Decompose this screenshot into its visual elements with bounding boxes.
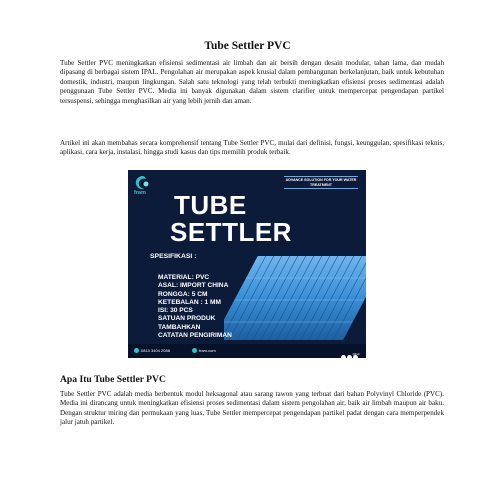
website-contact	[192, 348, 216, 353]
spec-item: RONGGA: 5 CM	[158, 290, 208, 298]
spec-item: TAMBAHKAN	[158, 323, 201, 331]
spec-item: SATUAN PRODUK	[158, 315, 216, 323]
banner-footer	[128, 344, 366, 358]
facebook-icon	[341, 355, 346, 358]
website-text: fram.com	[199, 348, 216, 353]
spec-item: ISI: 30 PCS	[158, 307, 193, 315]
spec-heading: SPESIFIKASI :	[150, 253, 197, 260]
definition-paragraph: Tube Settler PVC adalah media berbentuk modul heksagonal atau sarang tawon yang terbuat dari bahan Polyvinyl Chloride (PVC). Media ini dirancang untuk meningkatkan efisiensi proses sedimentasi dalam sistem pengolahan air, baik air limbah maupun air baku. Dengan struktur miring dan permukaan yang luas, Tube Settler mempercepat pengendapan partikel padat dengan cara memperpendek jalur jatuh partikel.	[60, 390, 444, 427]
section-heading: Apa Itu Tube Settler PVC	[60, 374, 166, 385]
headline-settler: SETTLER	[170, 217, 292, 247]
tube-settler-illustration	[224, 248, 366, 348]
intro-paragraph: Tube Settler PVC meningkatkan efisiensi sedimentasi air limbah dan air bersih dengan desain modular, tahan lama, dan mudah dipasang di berbagai sistem IPAL. Pengolahan air merupakan aspek krusial dalam pembangunan berkelanjutan, baik untuk kebutuhan domestik, industri, maupun lingkungan. Salah satu teknologi yang telah terbukti meningkatkan efisiensi proses sedimentasi adalah penggunaan Tube Settler PVC. Media ini banyak digunakan dalam sistem clarifier untuk mempercepat pengendapan partikel tersuspensi, sehingga menghasilkan air yang lebih jernih dan aman.	[60, 59, 444, 105]
spec-item: CATATAN PENGIRIMAN	[158, 332, 232, 340]
instagram-icon	[347, 355, 352, 358]
spec-item: ASAL: IMPORT CHINA	[158, 282, 229, 290]
phone-contact	[134, 348, 170, 353]
article-title: Tube Settler PVC	[204, 40, 291, 52]
spec-list	[158, 274, 232, 340]
phone-number: 0813 3404 2088	[141, 348, 170, 353]
banner-tagline: ADVANCE SOLUTION FOR YOUR WATER TREATMENT	[284, 176, 358, 189]
spec-item: MATERIAL: PVC	[158, 274, 210, 281]
overview-paragraph: Artikel ini akan membahas secara komprehensif tentang Tube Settler PVC, mulai dari definisi, fungsi, keunggulan, spesifikasi teknis, aplikasi, cara kerja, instalasi, hingga studi kasus dan tips memilih produk terbaik.	[60, 139, 444, 157]
product-banner-image	[128, 170, 366, 358]
spec-item: KETEBALAN : 1 MM	[158, 298, 222, 306]
fram-logo-icon	[134, 175, 152, 191]
headline-tube: TUBE	[174, 190, 247, 220]
globe-icon	[192, 348, 197, 353]
phone-icon	[134, 348, 139, 353]
brand-logo-text: fram	[134, 190, 146, 196]
social-handle: @fram	[352, 353, 360, 356]
